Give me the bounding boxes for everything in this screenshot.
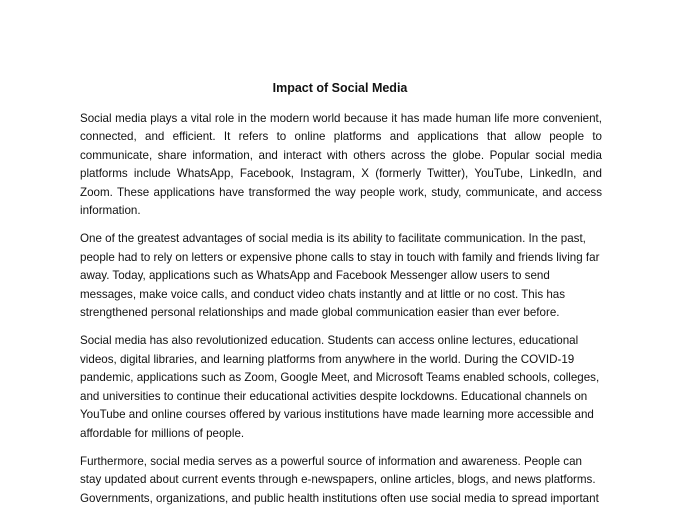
paragraph-education: Social media has also revolutionized education. Students can access online lectures, educational videos, digital libraries, and learning platforms from anywhere in the world. During the COVID-19 pandemic, applications such as Zoom, Google Meet, and Microsoft Teams enabled schools, colleges, and universities to continue their educational activities despite lockdowns. Educational channels on YouTube and online courses offered by various institutions have made learning more accessible and affordable for millions of people. <box>80 334 600 440</box>
document-title: Impact of Social Media <box>272 81 408 95</box>
document-body <box>80 110 602 518</box>
paragraph-information: Furthermore, social media serves as a powerful source of information and awareness. People can stay updated about current events through e-newspapers, online articles, blogs, and news platforms. Governments, organizations, and public health institutions often use social media to spread important <box>80 454 599 505</box>
paragraph-intro: Social media plays a vital role in the modern world because it has made human life more convenient, connected, and efficient. It refers to online platforms and applications that allow people to communicate, share information, and interact with others across the globe. Popular social media platforms include WhatsApp, Facebook, Instagram, X (formerly Twitter), YouTube, LinkedIn, and Zoom. These applications have transformed the way people work, study, communicate, and access information. <box>80 112 602 218</box>
paragraph-communication: One of the greatest advantages of social media is its ability to facilitate communication. In the past, people had to rely on letters or expensive phone calls to stay in touch with family and friends living far away. Today, applications such as WhatsApp and Facebook Messenger allow users to send messages, make voice calls, and conduct video chats instantly and at little or no cost. This has strengthened personal relationships and made global communication easier than ever before. <box>80 232 600 320</box>
